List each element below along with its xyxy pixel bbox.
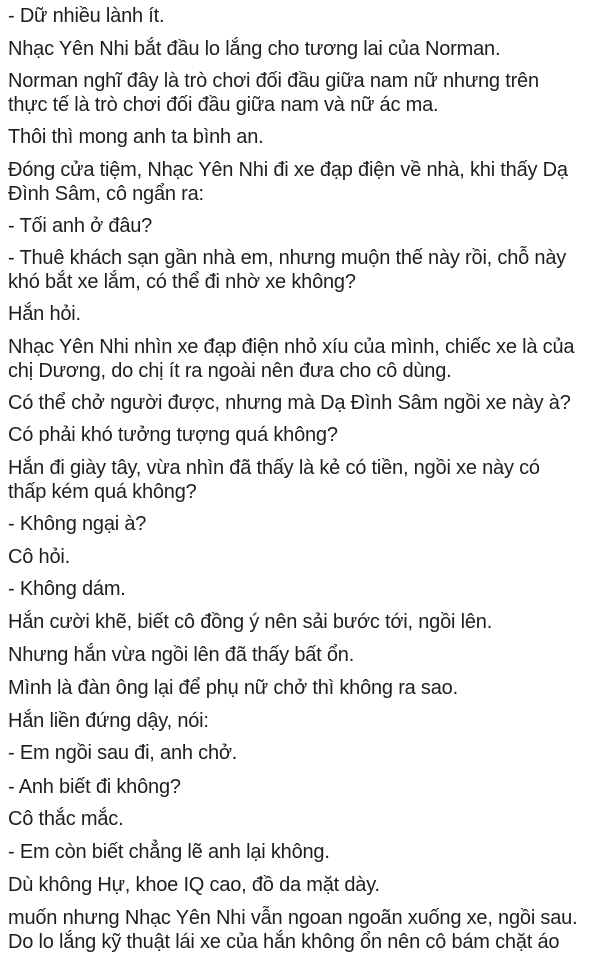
text-line: thấp kém quá không? (8, 481, 197, 503)
text-line: - Em ngồi sau đi, anh chở. (8, 742, 238, 764)
text-line: Thôi thì mong anh ta bình an. (8, 126, 264, 148)
text-line: chị Dương, do chị ít ra ngoài nên đưa cho cô dùng. (8, 360, 452, 382)
text-line: Hắn hỏi. (8, 303, 81, 325)
text-line: - Không dám. (8, 578, 126, 600)
paragraph (8, 741, 237, 765)
paragraph (8, 906, 577, 954)
text-line: khó bắt xe lắm, có thể đi nhờ xe không? (8, 271, 356, 293)
paragraph (8, 577, 126, 601)
paragraph (8, 246, 566, 294)
text-line: Hắn đi giày tây, vừa nhìn đã thấy là kẻ có tiền, ngồi xe này có (8, 457, 540, 479)
paragraph (8, 69, 539, 117)
paragraph (8, 512, 146, 536)
paragraph (8, 4, 164, 28)
paragraph (8, 610, 492, 634)
text-line: Đóng cửa tiệm, Nhạc Yên Nhi đi xe đạp điện về nhà, khi thấy Dạ (8, 159, 568, 181)
text-line: Có phải khó tưởng tượng quá không? (8, 424, 338, 446)
paragraph (8, 391, 571, 415)
paragraph (8, 125, 264, 149)
paragraph (8, 709, 209, 733)
text-line: - Dữ nhiều lành ít. (8, 5, 165, 27)
text-line: Do lo lắng kỹ thuật lái xe của hắn không ổn nên cô bám chặt áo (8, 931, 560, 953)
paragraph (8, 37, 500, 61)
text-line: - Anh biết đi không? (8, 776, 181, 798)
text-line: Hắn liền đứng dậy, nói: (8, 710, 209, 732)
text-line: Hắn cười khẽ, biết cô đồng ý nên sải bước tới, ngồi lên. (8, 611, 493, 633)
paragraph (8, 158, 568, 206)
text-line: Đình Sâm, cô ngẩn ra: (8, 183, 204, 205)
text-line: Cô thắc mắc. (8, 808, 124, 830)
paragraph (8, 807, 123, 831)
paragraph (8, 643, 354, 667)
text-line: Dù không Hự, khoe IQ cao, đồ da mặt dày. (8, 874, 380, 896)
text-line: - Tối anh ở đâu? (8, 215, 153, 237)
text-line: - Không ngại à? (8, 513, 147, 535)
text-line: Cô hỏi. (8, 546, 70, 568)
paragraph (8, 873, 380, 897)
text-line: Nhưng hắn vừa ngồi lên đã thấy bất ổn. (8, 644, 355, 666)
paragraph (8, 545, 70, 569)
paragraph (8, 335, 574, 383)
text-line: Có thể chở người được, nhưng mà Dạ Đình Sâm ngồi xe này à? (8, 392, 571, 414)
paragraph (8, 676, 458, 700)
paragraph (8, 456, 540, 504)
text-line: muốn nhưng Nhạc Yên Nhi vẫn ngoan ngoãn xuống xe, ngồi sau. (8, 907, 578, 929)
text-line: Nhạc Yên Nhi nhìn xe đạp điện nhỏ xíu của mình, chiếc xe là của (8, 336, 575, 358)
text-line: thực tế là trò chơi đối đầu giữa nam và nữ ác ma. (8, 94, 439, 116)
text-line: Norman nghĩ đây là trò chơi đối đầu giữa nam nữ nhưng trên (8, 70, 539, 92)
text-line: - Em còn biết chẳng lẽ anh lại không. (8, 841, 330, 863)
paragraph (8, 302, 81, 326)
text-line: - Thuê khách sạn gần nhà em, nhưng muộn thế này rồi, chỗ này (8, 247, 567, 269)
text-line: Mình là đàn ông lại để phụ nữ chở thì không ra sao. (8, 677, 458, 699)
paragraph (8, 214, 152, 238)
paragraph (8, 423, 338, 447)
text-line: Nhạc Yên Nhi bắt đầu lo lắng cho tương lai của Norman. (8, 38, 501, 60)
paragraph (8, 775, 181, 799)
paragraph (8, 840, 330, 864)
